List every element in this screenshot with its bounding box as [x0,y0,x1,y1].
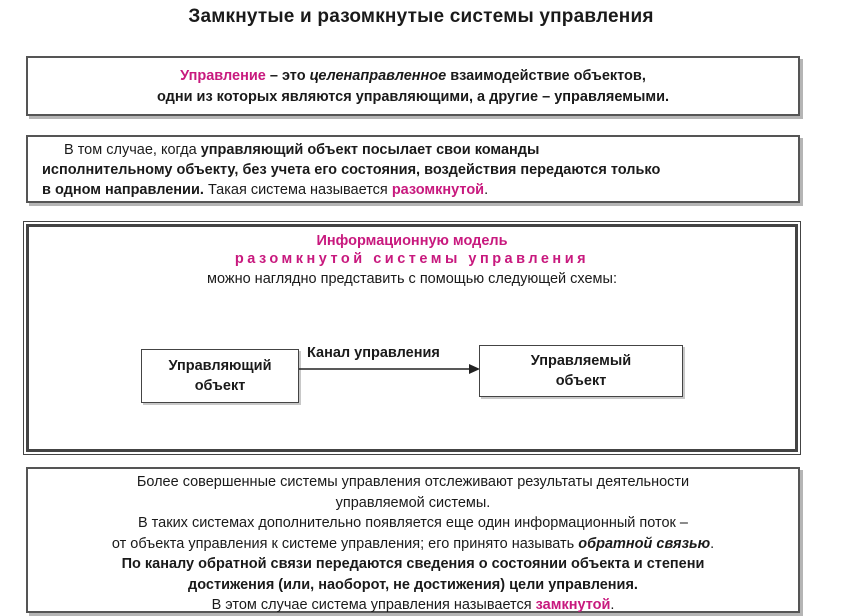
closed-loop-line-3: В таких системах дополнительно появляется еще один информационный поток – [137,515,688,531]
controlling-object-node: Управляющий объект [141,349,299,403]
open-loop-line-3: в одном направлении. Такая система называется разомкнутой. [42,182,489,198]
closed-loop-box [26,467,800,613]
open-loop-line-2: исполнительному объекту, без учета его состояния, воздействия передаются только [42,162,661,178]
definition-line-1: Управление – это целенаправленное взаимодействие объектов, [180,68,646,84]
model-heading-2: разомкнутой системы управления [234,251,590,267]
control-channel-label: Канал управления [307,345,440,361]
model-heading-3: можно наглядно представить с помощью следующей схемы: [207,271,617,287]
closed-loop-line-2: управляемой системы. [335,494,491,511]
definition-line-2: одни из которых являются управляющими, а другие – управляемыми. [156,89,670,105]
term-control: Управление [180,68,266,84]
term-closed-loop: замкнутой [535,597,611,613]
open-loop-line-1: В том случае, когда управляющий объект посылает свои команды [64,142,540,158]
model-box [26,224,798,452]
closed-loop-line-5: По каналу обратной связи передаются сведения о состоянии объекта и степени [121,556,705,572]
closed-loop-line-6: достижения (или, наоборот, не достижения) цели управления. [188,576,638,593]
term-feedback: обратной связью [578,535,711,552]
page-title: Замкнутые и разомкнутые системы управления [188,6,654,27]
open-loop-box [26,135,800,203]
closed-loop-line-7: В этом случае система управления называется замкнутой. [211,597,615,613]
control-channel-arrow [299,363,481,375]
definition-box [26,56,800,116]
controlled-object-node: Управляемый объект [479,345,683,397]
model-heading-1: Информационную модель [316,233,508,249]
closed-loop-line-1: Более совершенные системы управления отслеживают результаты деятельности [136,474,690,490]
term-open-loop: разомкнутой [391,182,485,198]
closed-loop-line-4: от объекта управления к системе управления; его принято называть обратной связью. [111,535,715,552]
